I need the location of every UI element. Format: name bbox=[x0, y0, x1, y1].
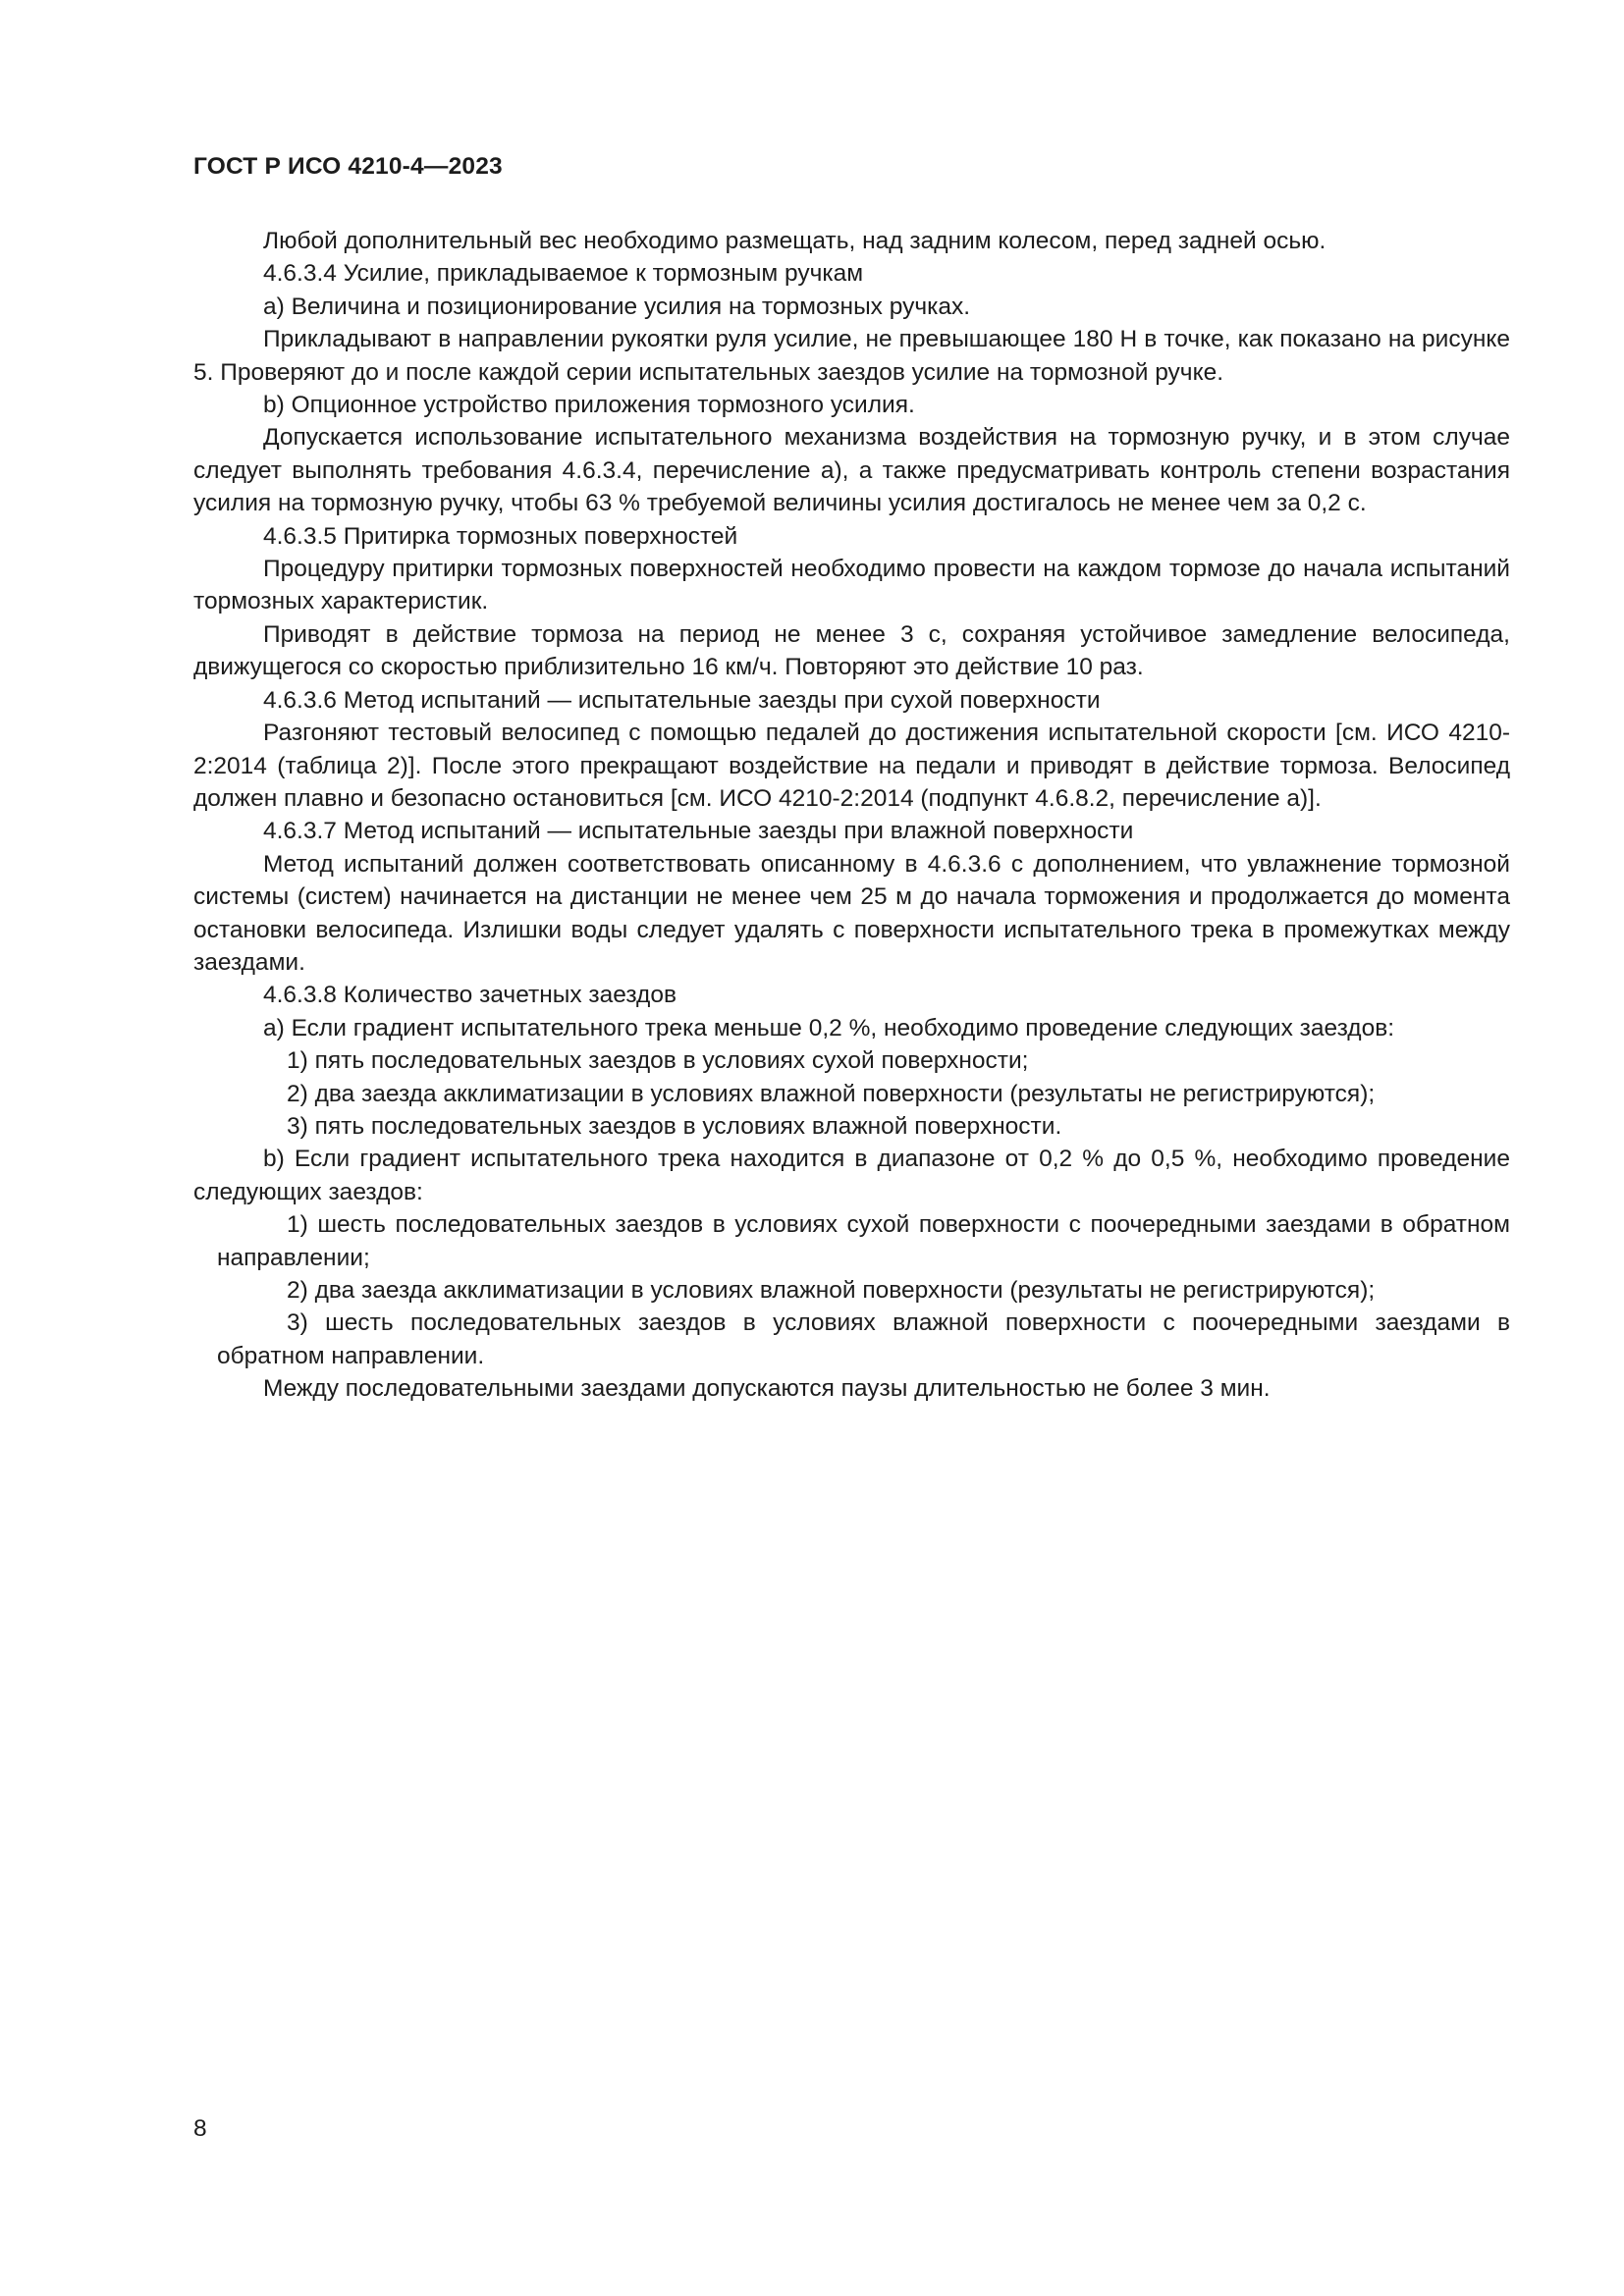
clause-heading-4-6-3-4: 4.6.3.4 Усилие, прикладываемое к тормозным ручкам bbox=[263, 260, 864, 288]
paragraph-bedding-actuation: Приводят в действие тормоза на период не менее 3 с, сохраняя устойчивое замедление велосипеда, движущегося со скоростью приблизительно 16 км/ч. Повторяют это действие 10 раз. bbox=[193, 620, 1510, 681]
sub-item-a-3: 3) пять последовательных заездов в условиях влажной поверхности. bbox=[287, 1112, 1062, 1140]
paragraph-wet-test-method: Метод испытаний должен соответствовать описанному в 4.6.3.6 с дополнением, что увлажнение тормозной системы (систем) начинается на дистанции не менее чем 25 м до начала торможения и продолжается до момента остановки велосипеда. Излишки воды следует удалять с поверхности испытательного трека в промежутках между заездами. bbox=[193, 850, 1510, 976]
clause-heading-4-6-3-5: 4.6.3.5 Притирка тормозных поверхностей bbox=[263, 522, 738, 550]
page-number: 8 bbox=[193, 2115, 207, 2142]
sub-item-a-2: 2) два заезда акклиматизации в условиях влажной поверхности (результаты не регистрируются); bbox=[287, 1080, 1376, 1107]
page-header: ГОСТ Р ИСО 4210-4—2023 bbox=[193, 153, 503, 180]
paragraph-test-mechanism: Допускается использование испытательного механизма воздействия на тормозную ручку, и в этом случае следует выполнять требования 4.6.3.4, перечисление а), а также предусматривать контроль степени возрастания усилия на тормозную ручку, чтобы 63 % требуемой величины усилия достигалось не менее чем за 0,2 с. bbox=[193, 424, 1510, 517]
sub-item-b-1: 1) шесть последовательных заездов в условиях сухой поверхности с поочередными заездами в обратном направлении; bbox=[217, 1211, 1510, 1271]
sub-item-a-1: 1) пять последовательных заездов в условиях сухой поверхности; bbox=[287, 1047, 1029, 1075]
paragraph-extra-weight: Любой дополнительный вес необходимо размещать, над задним колесом, перед задней осью. bbox=[263, 228, 1326, 254]
sub-item-b-2: 2) два заезда акклиматизации в условиях влажной поверхности (результаты не регистрируются); bbox=[287, 1277, 1376, 1304]
clause-heading-4-6-3-8: 4.6.3.8 Количество зачетных заездов bbox=[263, 982, 677, 1009]
list-item-a-gradient-below: a) Если градиент испытательного трека меньше 0,2 %, необходимо проведение следующих заездов: bbox=[263, 1014, 1395, 1041]
paragraph-force-application: Прикладывают в направлении рукоятки руля усилие, не превышающее 180 Н в точке, как показано на рисунке 5. Проверяют до и после каждой серии испытательных заездов усилие на тормозной ручке. bbox=[193, 326, 1510, 386]
document-body bbox=[193, 225, 1510, 1406]
paragraph-dry-test-method: Разгоняют тестовый велосипед с помощью педалей до достижения испытательной скорости [см. ИСО 4210-2:2014 (таблица 2)]. После этого прекращают воздействие на педали и приводят в действие тормоза. Велосипед должен плавно и безопасно остановиться [см. ИСО 4210-2:2014 (подпункт 4.6.8.2, перечисление а)]. bbox=[193, 720, 1510, 812]
clause-heading-4-6-3-6: 4.6.3.6 Метод испытаний — испытательные заезды при сухой поверхности bbox=[263, 686, 1101, 714]
paragraph-pauses: Между последовательными заездами допускаются паузы длительностью не более 3 мин. bbox=[263, 1375, 1271, 1403]
clause-heading-4-6-3-7: 4.6.3.7 Метод испытаний — испытательные заезды при влажной поверхности bbox=[263, 818, 1134, 845]
list-item-b-gradient-range: b) Если градиент испытательного трека находится в диапазоне от 0,2 % до 0,5 %, необходимо проведение следующих заездов: bbox=[193, 1146, 1510, 1205]
list-item-b-optional-device: b) Опционное устройство приложения тормозного усилия. bbox=[263, 392, 915, 419]
sub-item-b-3: 3) шесть последовательных заездов в условиях влажной поверхности с поочередными заездами в обратном направлении. bbox=[217, 1309, 1510, 1369]
list-item-a-force-magnitude: a) Величина и позиционирование усилия на тормозных ручках. bbox=[263, 293, 971, 320]
paragraph-bedding-procedure: Процедуру притирки тормозных поверхностей необходимо провести на каждом тормозе до начала испытаний тормозных характеристик. bbox=[193, 556, 1510, 615]
